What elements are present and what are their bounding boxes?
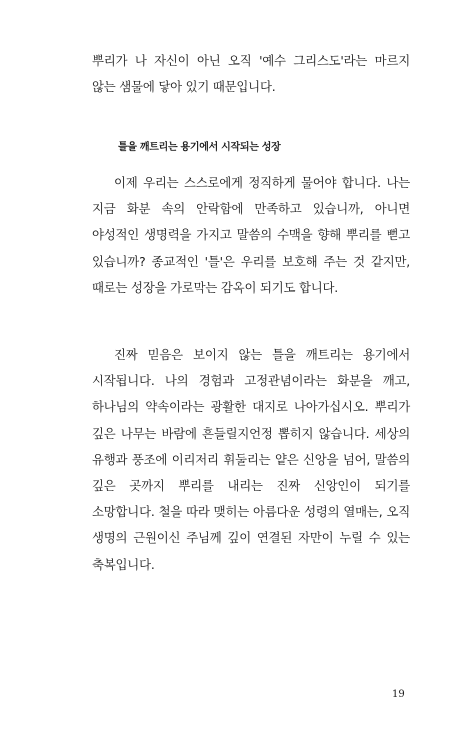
section-heading: 틀을 깨트리는 용기에서 시작되는 성장	[118, 142, 281, 153]
page-number: 19	[392, 689, 405, 700]
paragraph-continuation: 뿌리가 나 자신이 아닌 오직 '예수 그리스도'라는 마르지 않는 샘물에 닿아 있기 때문입니다.	[92, 53, 410, 95]
paragraph-honesty: 이제 우리는 스스로에게 정직하게 물어야 합니다. 나는 지금 화분 속의 안락함에 만족하고 있습니까, 아니면 야성적인 생명력을 가지고 말씀의 수맥을 향해 뿌리를 뻗고 있습니까? 종교적인 '틀'은 우리를 보호해 주는 것 같지만, 때로는 성장을 가로막는 감옥이 되기도 합니다.	[92, 175, 410, 295]
paragraph-true-faith: 진짜 믿음은 보이지 않는 틀을 깨트리는 용기에서 시작됩니다. 나의 경험과 고정관념이라는 화분을 깨고, 하나님의 약속이라는 광활한 대지로 나아가십시오. 뿌리가 깊은 나무는 바람에 흔들릴지언정 뽑히지 않습니다. 세상의 유행과 풍조에 이리저리 휘둘리는 얕은 신앙을 넘어, 말씀의 깊은 곳까지 뿌리를 내리는 진짜 신앙인이 되기를 소망합니다. 철을 따라 맺히는 아름다운 성령의 열매는, 오직 생명의 근원이신 주님께 깊이 연결된 자만이 누릴 수 있는 축복입니다.	[92, 347, 410, 572]
